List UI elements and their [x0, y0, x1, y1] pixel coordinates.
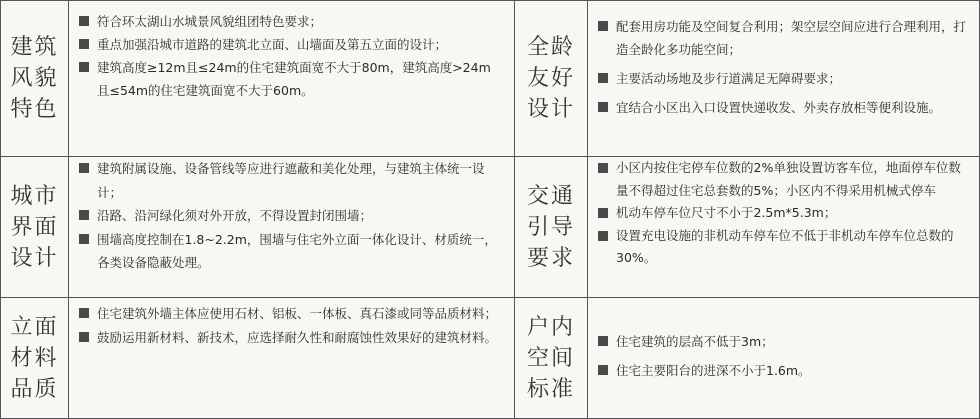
square-bullet-icon — [598, 208, 608, 218]
square-bullet-icon — [598, 21, 608, 31]
list-item: 设置充电设施的非机动车停车位不低于非机动车停车位总数的30%。 — [594, 225, 967, 270]
square-bullet-icon — [79, 39, 89, 49]
row3-left-items — [69, 298, 515, 418]
row3-right-title: 户内空间标准 — [526, 314, 575, 402]
row2-left-items — [69, 157, 515, 298]
row2-left-title-cell — [1, 157, 69, 298]
square-bullet-icon — [79, 62, 89, 72]
square-bullet-icon — [598, 336, 608, 346]
list-item: 主要活动场地及步行道满足无障碍要求； — [594, 67, 967, 90]
list-item: 沿路、沿河绿化须对外开放，不得设置封闭围墙； — [75, 204, 502, 228]
list-item: 重点加强沿城市道路的建筑北立面、山墙面及第五立面的设计； — [75, 33, 502, 56]
row1-right-title: 全龄友好设计 — [526, 35, 575, 122]
square-bullet-icon — [79, 234, 89, 244]
list-item: 围墙高度控制在1.8~2.2m，围墙与住宅外立面一体化设计、材质统一，各类设备隐蔽处理。 — [75, 228, 502, 275]
square-bullet-icon — [79, 332, 89, 342]
list-item: 住宅建筑的层高不低于3m； — [594, 330, 967, 353]
row1-left-items — [69, 1, 515, 157]
row1-left-title-cell — [1, 1, 69, 157]
list-item: 小区内按住宅停车位数的2%单独设置访客车位，地面停车位数量不得超过住宅总套数的5%；小区内不得采用机械式停车 — [594, 157, 967, 202]
row2-right-title: 交通引导要求 — [526, 183, 575, 271]
list-item: 建筑附属设施、设备管线等应进行遮蔽和美化处理，与建筑主体统一设计； — [75, 157, 502, 204]
row2-right-title-cell — [515, 157, 588, 298]
list-item: 配套用房功能及空间复合利用；架空层空间应进行合理利用，打造全龄化多功能空间； — [594, 15, 967, 61]
square-bullet-icon — [598, 231, 608, 241]
list-item: 符合环太湖山水城景风貌组团特色要求； — [75, 10, 502, 33]
square-bullet-icon — [598, 102, 608, 112]
row3-left-title-cell — [1, 298, 69, 418]
row1-right-items — [588, 1, 979, 157]
list-item: 住宅建筑外墙主体应使用石材、铝板、一体板、真石漆或同等品质材料； — [75, 302, 502, 326]
square-bullet-icon — [598, 163, 608, 173]
list-item: 住宅主要阳台的进深不小于1.6m。 — [594, 359, 967, 382]
square-bullet-icon — [598, 73, 608, 83]
square-bullet-icon — [79, 16, 89, 26]
square-bullet-icon — [79, 163, 89, 173]
square-bullet-icon — [598, 365, 608, 375]
row2-left-title: 城市界面设计 — [10, 183, 59, 271]
square-bullet-icon — [79, 210, 89, 220]
list-item: 鼓励运用新材料、新技术，应选择耐久性和耐腐蚀性效果好的建筑材料。 — [75, 326, 502, 350]
row3-right-items — [588, 298, 979, 418]
row3-right-title-cell — [515, 298, 588, 418]
row2-right-items — [588, 157, 979, 298]
square-bullet-icon — [79, 308, 89, 318]
row1-right-title-cell — [515, 1, 588, 157]
list-item: 建筑高度≥12m且≤24m的住宅建筑面宽不大于80m，建筑高度>24m且≤54m的住宅建筑面宽不大于60m。 — [75, 56, 502, 102]
row1-left-title: 建筑风貌特色 — [10, 35, 59, 122]
list-item: 机动车停车位尺寸不小于2.5m*5.3m； — [594, 202, 967, 225]
list-item: 宜结合小区出入口设置快递收发、外卖存放柜等便利设施。 — [594, 96, 967, 119]
row3-left-title: 立面材料品质 — [10, 314, 59, 402]
